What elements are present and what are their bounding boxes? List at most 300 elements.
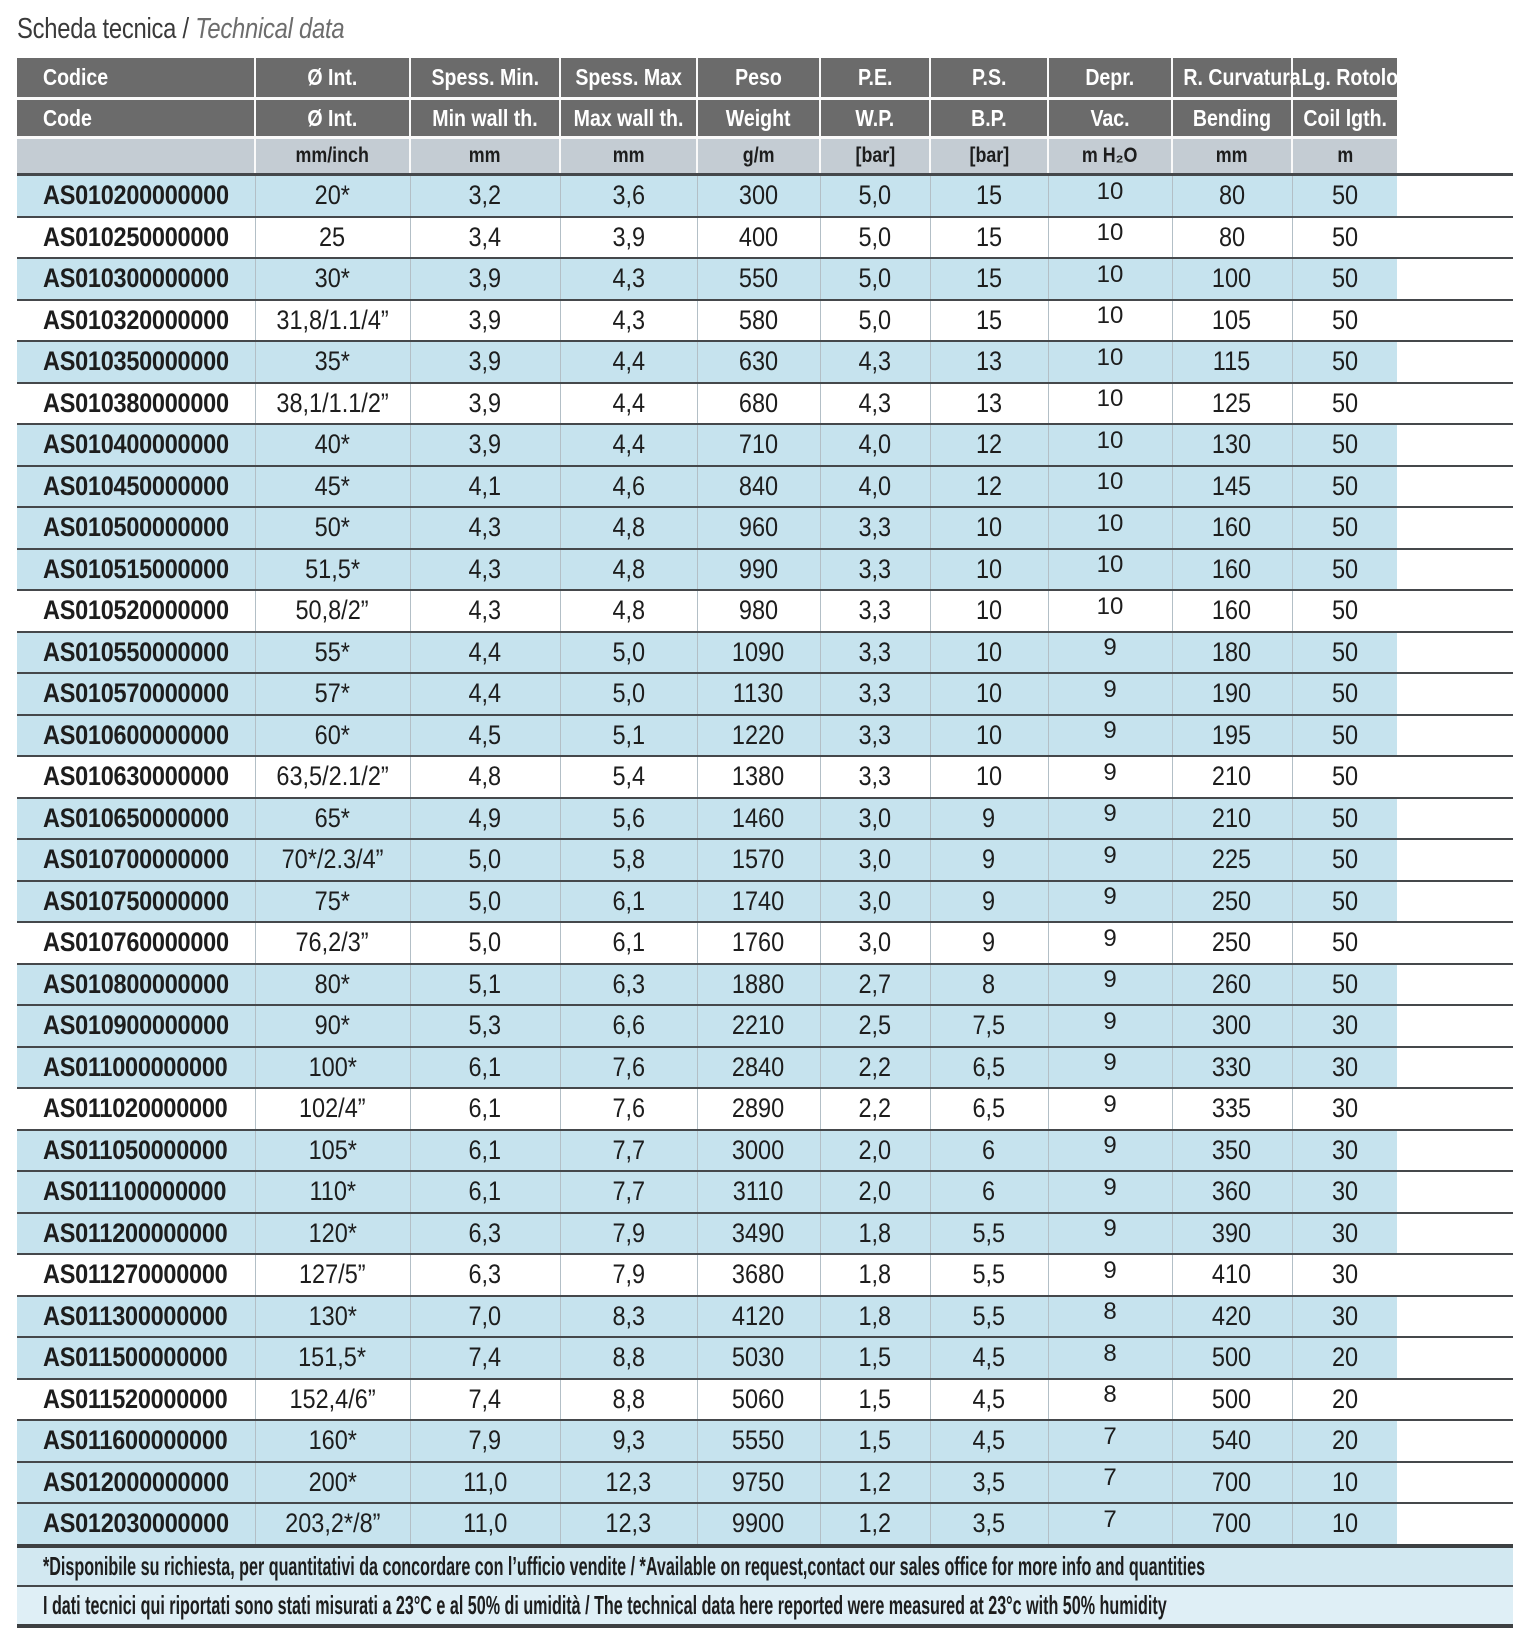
code-cell-text: AS010520000000 bbox=[43, 595, 229, 626]
value-cell-text: 7,9 bbox=[468, 1425, 502, 1456]
header-cell bbox=[255, 58, 410, 99]
value-cell-text: 160 bbox=[1212, 512, 1252, 543]
code-cell bbox=[17, 466, 255, 508]
value-cell bbox=[697, 258, 820, 300]
value-cell-text: 30 bbox=[1331, 1051, 1358, 1082]
table-row bbox=[17, 507, 1513, 549]
value-cell bbox=[1172, 632, 1292, 674]
value-cell bbox=[820, 258, 930, 300]
code-cell bbox=[17, 1130, 255, 1172]
code-cell-text: AS011520000000 bbox=[43, 1383, 228, 1414]
value-cell bbox=[255, 1420, 410, 1462]
value-cell bbox=[697, 175, 820, 217]
value-cell-text: 540 bbox=[1212, 1425, 1252, 1456]
row-empty-cell bbox=[1397, 1503, 1513, 1546]
table-row bbox=[17, 383, 1513, 425]
row-empty-cell bbox=[1397, 1254, 1513, 1296]
value-cell-text: 10 bbox=[975, 553, 1003, 584]
value-cell-text: 5,3 bbox=[468, 1010, 502, 1041]
code-cell bbox=[17, 341, 255, 383]
value-cell bbox=[255, 466, 410, 508]
value-cell-text: 1,5 bbox=[858, 1383, 892, 1414]
header-empty-cell bbox=[1397, 99, 1513, 138]
header-cell bbox=[17, 58, 255, 99]
value-cell-text: 130 bbox=[1212, 429, 1252, 460]
value-cell bbox=[820, 300, 930, 342]
value-cell bbox=[1172, 1337, 1292, 1379]
value-cell bbox=[255, 175, 410, 217]
value-cell-text: 4,3 bbox=[858, 387, 892, 418]
table-row bbox=[17, 424, 1513, 466]
value-cell-text: 50 bbox=[1331, 968, 1358, 999]
value-cell-text: 30 bbox=[1331, 1176, 1358, 1207]
units-row bbox=[17, 138, 1513, 175]
value-cell bbox=[1292, 1130, 1397, 1172]
row-empty-cell bbox=[1397, 715, 1513, 757]
value-cell-text: 50 bbox=[1331, 346, 1358, 377]
value-cell-text: 10 bbox=[1096, 219, 1124, 247]
value-cell-text: 6,6 bbox=[612, 1010, 645, 1041]
value-cell bbox=[255, 1088, 410, 1130]
row-empty-cell bbox=[1397, 1130, 1513, 1172]
value-cell bbox=[255, 1254, 410, 1296]
code-cell-text: AS010200000000 bbox=[43, 180, 229, 211]
value-cell-text: 4,4 bbox=[468, 636, 502, 667]
code-cell bbox=[17, 590, 255, 632]
value-cell bbox=[255, 341, 410, 383]
value-cell-text: 8 bbox=[982, 968, 996, 999]
header-empty-cell bbox=[1397, 58, 1513, 99]
value-cell bbox=[1172, 1047, 1292, 1089]
code-cell-text: AS010515000000 bbox=[43, 553, 229, 584]
code-cell bbox=[17, 300, 255, 342]
value-cell-text: 50 bbox=[1331, 844, 1358, 875]
value-cell bbox=[410, 1171, 560, 1213]
value-cell-text: 7,6 bbox=[612, 1051, 645, 1082]
value-cell bbox=[560, 1088, 697, 1130]
value-cell-text: 350 bbox=[1212, 1134, 1252, 1165]
value-cell-text: 10 bbox=[1096, 592, 1124, 620]
value-cell bbox=[697, 673, 820, 715]
value-cell-text: 5,1 bbox=[612, 719, 645, 750]
value-cell-text: 160 bbox=[1212, 553, 1252, 584]
row-empty-cell bbox=[1397, 1379, 1513, 1421]
value-cell-text: 3,9 bbox=[612, 221, 645, 252]
value-cell-text: 500 bbox=[1212, 1342, 1252, 1373]
value-cell-text: 10 bbox=[975, 678, 1003, 709]
value-cell-text: 9 bbox=[982, 885, 996, 916]
value-cell-text: 63,5/2.1/2” bbox=[276, 761, 389, 792]
value-cell-text: 30 bbox=[1331, 1093, 1358, 1124]
value-cell bbox=[1172, 1254, 1292, 1296]
row-empty-cell bbox=[1397, 1462, 1513, 1504]
value-cell bbox=[697, 1130, 820, 1172]
value-cell bbox=[1172, 1503, 1292, 1546]
value-cell-text: 630 bbox=[738, 346, 779, 377]
value-cell-text: 7 bbox=[1103, 1464, 1117, 1492]
value-cell-text: 5,4 bbox=[612, 761, 645, 792]
value-cell-text: 10 bbox=[975, 636, 1003, 667]
value-cell bbox=[1048, 881, 1172, 923]
value-cell-text: 50 bbox=[1331, 678, 1358, 709]
value-cell-text: 9 bbox=[1103, 1007, 1117, 1035]
value-cell bbox=[560, 383, 697, 425]
table-row bbox=[17, 1254, 1513, 1296]
value-cell bbox=[1292, 175, 1397, 217]
value-cell bbox=[255, 1462, 410, 1504]
value-cell bbox=[410, 1213, 560, 1255]
unit-cell bbox=[255, 138, 410, 175]
value-cell bbox=[697, 839, 820, 881]
header-cell bbox=[820, 58, 930, 99]
value-cell-text: 3,3 bbox=[858, 512, 892, 543]
value-cell-text: 9,3 bbox=[612, 1425, 645, 1456]
value-cell-text: 145 bbox=[1212, 470, 1252, 501]
value-cell-text: 5,0 bbox=[858, 221, 892, 252]
code-cell bbox=[17, 1088, 255, 1130]
value-cell bbox=[1048, 1005, 1172, 1047]
value-cell-text: 90* bbox=[314, 1010, 351, 1041]
code-cell-text: AS011200000000 bbox=[43, 1217, 228, 1248]
code-cell-text: AS010750000000 bbox=[43, 885, 229, 916]
table-row bbox=[17, 217, 1513, 259]
code-cell-text: AS010900000000 bbox=[43, 1010, 229, 1041]
table-row bbox=[17, 341, 1513, 383]
table-row bbox=[17, 1047, 1513, 1089]
value-cell bbox=[930, 175, 1048, 217]
value-cell bbox=[697, 756, 820, 798]
value-cell-text: 4,8 bbox=[468, 761, 502, 792]
code-cell-text: AS011020000000 bbox=[43, 1093, 228, 1124]
value-cell bbox=[255, 632, 410, 674]
value-cell bbox=[697, 1296, 820, 1338]
value-cell-text: 180 bbox=[1212, 636, 1252, 667]
value-cell-text: 9 bbox=[1103, 675, 1117, 703]
value-cell bbox=[560, 1254, 697, 1296]
value-cell-text: 700 bbox=[1212, 1466, 1252, 1497]
row-empty-cell bbox=[1397, 507, 1513, 549]
value-cell-text: 9 bbox=[982, 802, 996, 833]
value-cell bbox=[820, 756, 930, 798]
code-cell bbox=[17, 1503, 255, 1546]
value-cell bbox=[410, 258, 560, 300]
header-cell bbox=[410, 58, 560, 99]
value-cell bbox=[255, 1503, 410, 1546]
code-cell bbox=[17, 1379, 255, 1421]
header-cell-text: Coil lgth. bbox=[1303, 104, 1387, 131]
value-cell-text: 3,0 bbox=[858, 802, 892, 833]
value-cell-text: 60* bbox=[314, 719, 351, 750]
value-cell bbox=[255, 424, 410, 466]
value-cell-text: 1,2 bbox=[858, 1508, 892, 1539]
value-cell bbox=[1292, 1420, 1397, 1462]
value-cell-text: 30* bbox=[314, 263, 351, 294]
value-cell-text: 2210 bbox=[732, 1010, 785, 1041]
value-cell-text: 10 bbox=[1331, 1466, 1358, 1497]
value-cell bbox=[1292, 1379, 1397, 1421]
value-cell-text: 30 bbox=[1331, 1217, 1358, 1248]
footnote-cell-text: *Disponibile su richiesta, per quantitativi da concordare con l’ufficio vendite / *Available on request,contact our sales office for more info and quantities bbox=[43, 1550, 1206, 1581]
row-empty-cell bbox=[1397, 217, 1513, 259]
value-cell-text: 50 bbox=[1331, 761, 1358, 792]
value-cell bbox=[410, 175, 560, 217]
value-cell bbox=[410, 424, 560, 466]
header-cell bbox=[255, 99, 410, 138]
value-cell-text: 260 bbox=[1212, 968, 1252, 999]
footnote-row bbox=[17, 1586, 1513, 1626]
footnote-cell-text: I dati tecnici qui riportati sono stati misurati a 23°C e al 50% di umidità / The technical data here reported were measured at 23°c with 50% humidity bbox=[43, 1589, 1167, 1620]
row-empty-cell bbox=[1397, 1420, 1513, 1462]
row-empty-cell bbox=[1397, 632, 1513, 674]
value-cell bbox=[930, 549, 1048, 591]
code-cell bbox=[17, 175, 255, 217]
value-cell bbox=[1172, 1213, 1292, 1255]
value-cell-text: 50 bbox=[1331, 636, 1358, 667]
value-cell bbox=[1292, 1088, 1397, 1130]
value-cell bbox=[930, 507, 1048, 549]
value-cell-text: 6,3 bbox=[612, 968, 645, 999]
value-cell bbox=[820, 798, 930, 840]
value-cell-text: 4,8 bbox=[612, 512, 645, 543]
value-cell-text: 200* bbox=[308, 1466, 357, 1497]
value-cell-text: 500 bbox=[1212, 1383, 1252, 1414]
value-cell bbox=[560, 341, 697, 383]
row-empty-cell bbox=[1397, 922, 1513, 964]
value-cell bbox=[1172, 839, 1292, 881]
table-row bbox=[17, 1171, 1513, 1213]
value-cell-text: 203,2*/8” bbox=[284, 1508, 381, 1539]
technical-data-table bbox=[17, 58, 1513, 1628]
code-cell bbox=[17, 424, 255, 466]
value-cell-text: 3,4 bbox=[468, 221, 502, 252]
value-cell bbox=[410, 964, 560, 1006]
value-cell-text: 125 bbox=[1212, 387, 1252, 418]
value-cell bbox=[1048, 1420, 1172, 1462]
value-cell-text: 5,5 bbox=[972, 1259, 1006, 1290]
value-cell-text: 10 bbox=[1096, 260, 1124, 288]
code-cell bbox=[17, 922, 255, 964]
value-cell-text: 50 bbox=[1331, 595, 1358, 626]
value-cell bbox=[1292, 673, 1397, 715]
value-cell-text: 9 bbox=[1103, 1090, 1117, 1118]
header-cell bbox=[560, 99, 697, 138]
table-row bbox=[17, 1420, 1513, 1462]
value-cell-text: 1880 bbox=[732, 968, 785, 999]
code-cell-text: AS011050000000 bbox=[43, 1134, 228, 1165]
value-cell-text: 152,4/6” bbox=[289, 1383, 376, 1414]
header-cell-text: Lg. Rotolo bbox=[1301, 64, 1399, 90]
value-cell bbox=[820, 1379, 930, 1421]
value-cell bbox=[560, 1420, 697, 1462]
unit-cell-text: mm bbox=[1216, 144, 1248, 167]
value-cell-text: 5,0 bbox=[612, 636, 645, 667]
value-cell bbox=[697, 1005, 820, 1047]
value-cell bbox=[697, 217, 820, 259]
value-cell bbox=[1048, 300, 1172, 342]
value-cell bbox=[820, 1130, 930, 1172]
header-cell-text: W.P. bbox=[855, 104, 895, 131]
header-cell-text: Ø Int. bbox=[307, 64, 358, 90]
value-cell-text: 12 bbox=[975, 470, 1003, 501]
code-cell bbox=[17, 964, 255, 1006]
value-cell-text: 580 bbox=[738, 304, 779, 335]
table-row bbox=[17, 1462, 1513, 1504]
value-cell-text: 9 bbox=[1103, 883, 1117, 911]
value-cell-text: 6,1 bbox=[468, 1176, 502, 1207]
value-cell bbox=[410, 839, 560, 881]
value-cell bbox=[1172, 756, 1292, 798]
value-cell bbox=[410, 881, 560, 923]
value-cell bbox=[1172, 1005, 1292, 1047]
value-cell-text: 115 bbox=[1213, 346, 1251, 377]
value-cell-text: 50 bbox=[1331, 221, 1358, 252]
value-cell bbox=[697, 1088, 820, 1130]
value-cell bbox=[1292, 549, 1397, 591]
value-cell bbox=[930, 590, 1048, 632]
unit-cell bbox=[1048, 138, 1172, 175]
value-cell bbox=[697, 881, 820, 923]
code-cell-text: AS010380000000 bbox=[43, 387, 229, 418]
value-cell bbox=[560, 673, 697, 715]
value-cell bbox=[820, 1462, 930, 1504]
header-cell bbox=[820, 99, 930, 138]
value-cell bbox=[560, 798, 697, 840]
value-cell-text: 15 bbox=[975, 221, 1003, 252]
code-cell bbox=[17, 839, 255, 881]
value-cell bbox=[820, 1337, 930, 1379]
value-cell bbox=[930, 1337, 1048, 1379]
header-cell bbox=[1048, 99, 1172, 138]
value-cell-text: 4,4 bbox=[612, 429, 645, 460]
value-cell-text: 3,3 bbox=[858, 636, 892, 667]
value-cell-text: 3,6 bbox=[612, 180, 645, 211]
value-cell bbox=[255, 1337, 410, 1379]
value-cell bbox=[560, 1379, 697, 1421]
value-cell-text: 50 bbox=[1331, 927, 1358, 958]
value-cell bbox=[1292, 507, 1397, 549]
value-cell bbox=[1048, 1047, 1172, 1089]
value-cell bbox=[410, 632, 560, 674]
row-empty-cell bbox=[1397, 673, 1513, 715]
value-cell-text: 6 bbox=[982, 1134, 996, 1165]
value-cell bbox=[1048, 1337, 1172, 1379]
value-cell-text: 10 bbox=[1096, 385, 1124, 413]
value-cell bbox=[560, 507, 697, 549]
value-cell bbox=[930, 922, 1048, 964]
unit-cell-text: m bbox=[1337, 144, 1353, 167]
value-cell-text: 3,9 bbox=[468, 346, 502, 377]
code-cell-text: AS010550000000 bbox=[43, 636, 229, 667]
value-cell bbox=[1172, 507, 1292, 549]
value-cell bbox=[1292, 1005, 1397, 1047]
value-cell-text: 10 bbox=[975, 761, 1003, 792]
value-cell-text: 3,9 bbox=[468, 263, 502, 294]
value-cell-text: 6,1 bbox=[468, 1051, 502, 1082]
value-cell-text: 70*/2.3/4” bbox=[281, 844, 384, 875]
header-cell-text: Codice bbox=[43, 64, 109, 90]
value-cell-text: 400 bbox=[738, 221, 779, 252]
value-cell bbox=[697, 549, 820, 591]
value-cell-text: 4,1 bbox=[468, 470, 502, 501]
value-cell-text: 6,1 bbox=[612, 885, 645, 916]
value-cell-text: 110* bbox=[309, 1176, 356, 1207]
value-cell-text: 45* bbox=[314, 470, 351, 501]
value-cell bbox=[255, 1171, 410, 1213]
header-cell-text: Code bbox=[43, 104, 92, 131]
value-cell-text: 35* bbox=[314, 346, 351, 377]
value-cell-text: 210 bbox=[1212, 761, 1252, 792]
value-cell bbox=[560, 715, 697, 757]
table-row bbox=[17, 258, 1513, 300]
unit-empty-cell bbox=[1397, 138, 1513, 175]
value-cell-text: 80 bbox=[1218, 221, 1246, 252]
code-cell-text: AS010630000000 bbox=[43, 761, 229, 792]
row-empty-cell bbox=[1397, 258, 1513, 300]
value-cell-text: 5,0 bbox=[468, 927, 502, 958]
value-cell bbox=[1292, 1462, 1397, 1504]
table-row bbox=[17, 466, 1513, 508]
value-cell-text: 9 bbox=[1103, 841, 1117, 869]
value-cell-text: 3,0 bbox=[858, 885, 892, 916]
code-cell-text: AS010760000000 bbox=[43, 927, 229, 958]
value-cell-text: 1380 bbox=[732, 761, 785, 792]
value-cell bbox=[1172, 466, 1292, 508]
value-cell-text: 4,4 bbox=[612, 346, 645, 377]
value-cell-text: 9 bbox=[1103, 1132, 1117, 1160]
code-cell-text: AS010250000000 bbox=[43, 221, 229, 252]
value-cell bbox=[255, 1379, 410, 1421]
code-cell-text: AS010400000000 bbox=[43, 429, 229, 460]
code-cell-text: AS010700000000 bbox=[43, 844, 229, 875]
value-cell-text: 50 bbox=[1331, 304, 1358, 335]
value-cell-text: 50 bbox=[1331, 180, 1358, 211]
value-cell-text: 76,2/3” bbox=[295, 927, 370, 958]
value-cell-text: 3490 bbox=[732, 1217, 785, 1248]
row-empty-cell bbox=[1397, 881, 1513, 923]
unit-cell bbox=[1292, 138, 1397, 175]
value-cell bbox=[560, 1171, 697, 1213]
header-cell-text: Peso bbox=[735, 64, 782, 90]
value-cell-text: 3,0 bbox=[858, 844, 892, 875]
code-cell bbox=[17, 1213, 255, 1255]
value-cell-text: 8,3 bbox=[612, 1300, 645, 1331]
value-cell bbox=[255, 507, 410, 549]
value-cell-text: 7 bbox=[1103, 1422, 1117, 1450]
value-cell bbox=[1172, 1420, 1292, 1462]
value-cell bbox=[1172, 258, 1292, 300]
value-cell bbox=[1292, 300, 1397, 342]
value-cell-text: 190 bbox=[1212, 678, 1252, 709]
table-row bbox=[17, 590, 1513, 632]
value-cell bbox=[560, 424, 697, 466]
header-cell bbox=[1292, 99, 1397, 138]
value-cell-text: 5,5 bbox=[972, 1300, 1006, 1331]
value-cell bbox=[1172, 964, 1292, 1006]
value-cell bbox=[1048, 217, 1172, 259]
value-cell-text: 9 bbox=[982, 927, 996, 958]
value-cell-text: 3,5 bbox=[972, 1508, 1006, 1539]
header-cell-text: Bending bbox=[1192, 104, 1272, 131]
value-cell-text: 1,5 bbox=[858, 1425, 892, 1456]
value-cell bbox=[1048, 632, 1172, 674]
value-cell-text: 3,0 bbox=[858, 927, 892, 958]
row-empty-cell bbox=[1397, 590, 1513, 632]
value-cell bbox=[1172, 1171, 1292, 1213]
value-cell-text: 4,5 bbox=[972, 1425, 1006, 1456]
value-cell bbox=[820, 383, 930, 425]
footnote-cell bbox=[17, 1546, 1513, 1586]
value-cell bbox=[1292, 1296, 1397, 1338]
